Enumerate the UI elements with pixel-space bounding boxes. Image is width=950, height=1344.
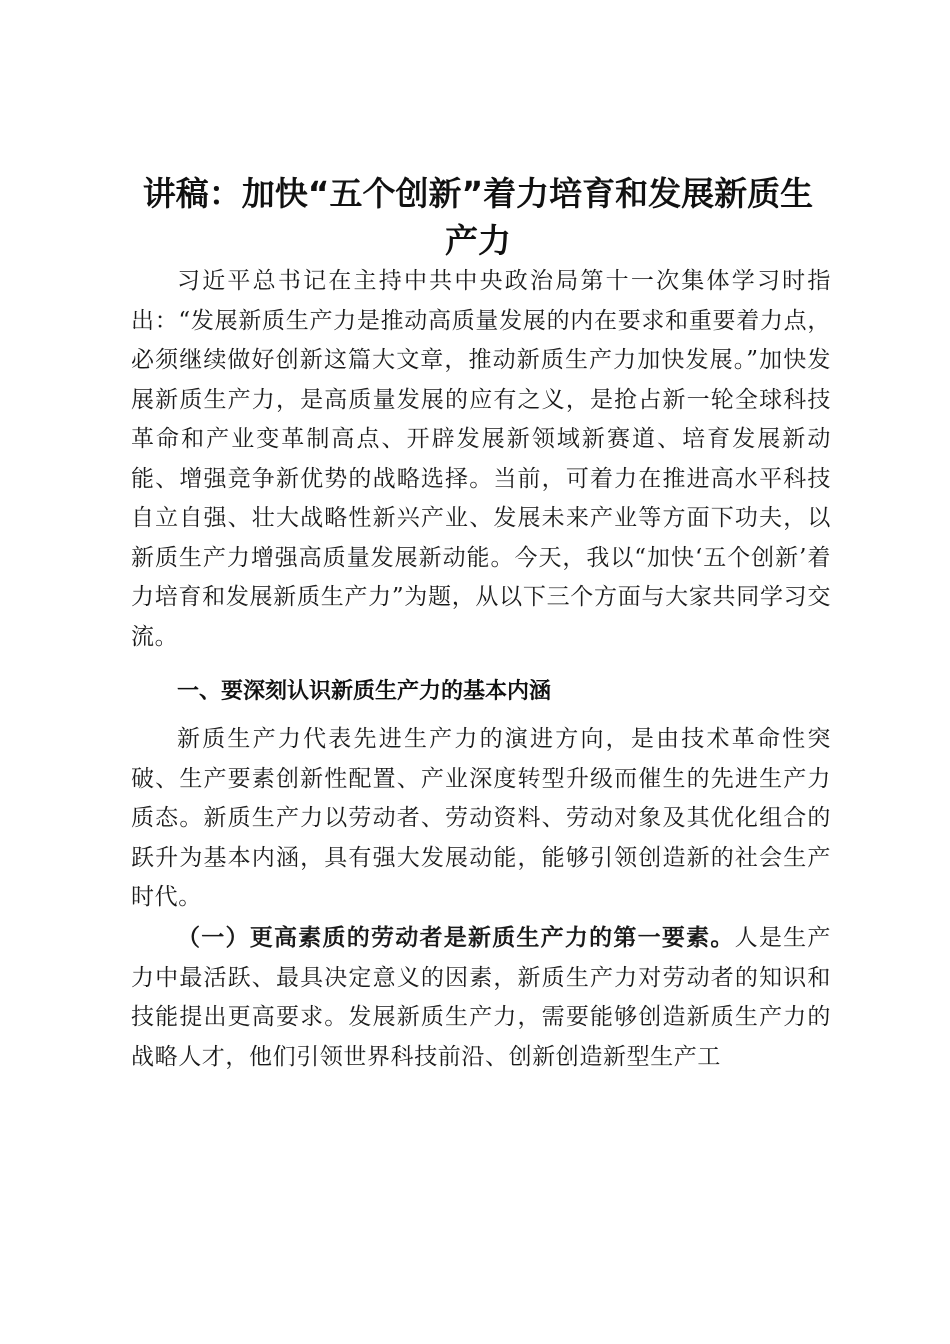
subsection-lead: （一）更高素质的劳动者是新质生产力的第一要素。 xyxy=(177,924,735,951)
paragraph-subsection1 xyxy=(131,918,831,1077)
section-heading-1: 一、要深刻认识新质生产力的基本内涵 xyxy=(177,679,552,704)
document-title: 讲稿：加快“五个创新”着力培育和发展新质生产力 xyxy=(142,174,814,260)
paragraph-intro: 习近平总书记在主持中共中央政治局第十一次集体学习时指出：“发展新质生产力是推动高质量发展的内在要求和重要着力点，必须继续做好创新这篇大文章，推动新质生产力加快发展。”加快发展新质生产力，是高质量发展的应有之义，是抢占新一轮全球科技革命和产业变革制高点、开辟发展新领域新赛道、培育发展新动能、增强竞争新优势的战略选择。当前，可着力在推进高水平科技自立自强、壮大战略性新兴产业、发展未来产业等方面下功夫，以新质生产力增强高质量发展新动能。今天，我以“加快‘五个创新’着力培育和发展新质生产力”为题，从以下三个方面与大家共同学习交流。 xyxy=(131,268,831,650)
subsection-text: 人是生产力中最活跃、最具决定意义的因素，新质生产力对劳动者的知识和技能提出更高要求。发展新质生产力，需要能够创造新质生产力的战略人才，他们引领世界科技前沿、创新创造新型生产工 xyxy=(131,925,831,1070)
paragraph-section1: 新质生产力代表先进生产力的演进方向，是由技术革命性突破、生产要素创新性配置、产业深度转型升级而催生的先进生产力质态。新质生产力以劳动者、劳动资料、劳动对象及其优化组合的跃升为基本内涵，具有强大发展动能，能够引领创造新的社会生产时代。 xyxy=(131,726,831,910)
